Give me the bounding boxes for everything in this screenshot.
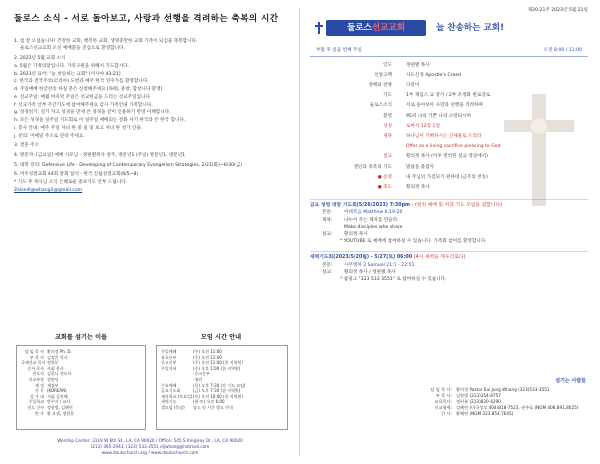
schedule-row-label: 금요기도회 [161, 388, 181, 394]
staff-role: 담 임 목 사: [430, 387, 452, 393]
info-boxes [14, 334, 288, 434]
servant-row-label: 주일학교 [28, 399, 44, 405]
news-paragraph: 6. 미주성결교회 44회 총회 참석 - 한국 신립성결교회(6/5~8) [14, 172, 139, 178]
servant-row-label: 재 정 [35, 382, 44, 388]
news-paragraph: g. 성경읽기: 일기 자고 성경을 만세 쓴 성경을 같이 인용하기 반영 이해합니다. [14, 110, 171, 116]
email-link[interactable]: Zelsei6@whang2@gmail.com [14, 187, 83, 193]
news-paragraph: c. 한국과 전국주코(코리아) 도번과 매주 한국 연수가를 환영합니다. [14, 79, 149, 85]
order-value: 말씀을 붙잡자 [406, 164, 435, 170]
order-value: 1부 제임스 교 장사 / 2부 조정화 원로장로 [406, 93, 491, 99]
schedule-row-value: (월-토) 오전 6:00 [193, 399, 225, 405]
staff-role: 간 사: [441, 411, 452, 417]
servant-row-label: 선교부장 [28, 376, 44, 382]
email-paragraph [14, 188, 286, 194]
schedule-row-value: (목) 오후 7:30 (각 기도 모임) [193, 382, 246, 388]
sermon-line [310, 263, 588, 269]
news-paragraph: 둘로스선교교회 오신 예배환을 진심으로 환영합니다. [20, 46, 125, 52]
service-subheader [310, 46, 588, 58]
order-label: 신앙고백 [374, 72, 392, 78]
sermon-line-label: 설교: [322, 269, 333, 275]
servant-row-value: 황의정 Ph. D. [47, 349, 72, 354]
order-value: 사도신경 Apostle's Creed [406, 72, 462, 78]
servants-box-title: 교회를 섬기는 이들 [54, 334, 108, 341]
news-body [14, 39, 286, 194]
sermon-line-label: 본문: [322, 210, 333, 216]
staff-role: 선교협력: [434, 405, 452, 411]
church-logo [326, 20, 426, 36]
sermon-line-value: Make disciples who share [344, 224, 403, 230]
friday-prayer-heading: 금요 성령 대망 기도회(5/26/2023) 7:30pm - (워킹 예배 및 저녁 기도 모임을 겸합니다) [310, 202, 502, 208]
sunday-name: 부활 후 일곱 번째 주일 [316, 47, 362, 53]
sermon-line-value: 황의정 목사 / 정편별 목사 [344, 269, 396, 275]
schedule-row-label: 제자학교 (토요일) [161, 393, 193, 399]
main-title: 늘 찬송하는 교회! [436, 22, 505, 33]
servant-row-value: 김정은 목사 [47, 354, 68, 360]
servant-row-value: 정한별, 김혜린 [47, 404, 73, 410]
schedule-row-value: (주) 오전 11:00 (한 지역원) [193, 360, 243, 366]
order-value: 내 주님의 가짐되기 원하네 (금주의 찬송) [406, 174, 488, 180]
news-paragraph: 4. 방문자: [금요일] 예배 사모님 - 정편별목사 청주, 방문년1 (주일) 방문년1, 방문년1 [14, 153, 186, 159]
order-label: 성경 [383, 123, 392, 129]
sermon-line-value: 마태복음 Matthew 6:19-20 [344, 210, 403, 216]
order-label: ● 축도 [377, 184, 392, 190]
dawn-prayer-heading: 새벽기도회(2023/5/20월) - 5/27(토) 06:00 (4시 새벽을 깨우리로다) [310, 255, 466, 261]
staff-contact: 황혜련 (NGM 323.854.7645) [456, 411, 514, 417]
news-paragraph: h. 모든 성경을 일주일 기도회로 이 일주일 예배되는 전화 자기 한국과 쓴 한국 합니다. [14, 118, 186, 124]
schedule-row-label: 유초등부 [161, 354, 177, 360]
order-label: ● 송영 [377, 174, 392, 180]
servant-row-label: 사 무 [35, 388, 44, 394]
news-paragraph: 3. 결혼 주소 [14, 143, 40, 149]
dawn-prayer-section [310, 251, 588, 283]
footer-line: www.doulochurch.org / www.doulochurch.com [101, 450, 199, 455]
schedule-box-title: 모임 시간 안내 [200, 334, 242, 341]
order-value: 95퍼 나의 기쁜 나의 소망되시며 [406, 113, 471, 119]
schedule-row [161, 405, 283, 411]
servant-row-value: 사회 목사 [47, 365, 64, 371]
zoom-note: * 줌링크 "323 533 3551" 로 참여하실 수 있습니다. [340, 277, 447, 283]
order-value: 황의정 목사 [406, 184, 430, 190]
order-value: Offer as a living sacrifice pleasing to God [406, 144, 501, 150]
news-paragraph: 1. 첨 잘 오셨습니다! 건강한 교회, 행복한 교회, 생명충만한 교회 가족이 되심을 축복합니다. [14, 38, 198, 44]
servant-row-label: 부 목 사 [29, 354, 44, 360]
staff-contact: 황의정 Pastor Eui Jung Whang (323)533-3551 [456, 387, 550, 393]
servant-row [21, 411, 141, 417]
schedule-row-value: (주) 오전 11:00 [193, 349, 222, 354]
cross-icon [314, 22, 324, 34]
order-row [310, 60, 588, 70]
servant-row-label: 반 주 [35, 410, 44, 416]
sermon-line-value: 사무엘하 2 Samuel 21:1 - 22:51 [344, 262, 415, 268]
order-label: 경배와 찬양 [368, 83, 392, 89]
servant-row-label: 전도 간사 [27, 404, 44, 410]
cross-watermark-icon [494, 90, 584, 210]
news-paragraph: b. 2023년 표어: "늘 찬송하는 교회" [이사야 43:21] [14, 71, 121, 77]
order-label: 결단과 축복의 기도 [353, 164, 392, 170]
servant-row-value: 정원분 [47, 360, 59, 366]
sermon-line [310, 225, 588, 231]
order-value: 다같이 [406, 83, 420, 89]
order-value: 로마서 12장 1절 [406, 123, 440, 129]
schedule-row-value: -청년 [193, 376, 203, 382]
service-times: 오전 8:00 / 11:00 [543, 47, 582, 53]
sermon-line [310, 232, 588, 238]
staff-row [416, 411, 586, 417]
order-label: 기도 [383, 93, 392, 99]
news-paragraph: j. 문의: 이메일 주소로 연락 주세요. [14, 133, 85, 139]
sermon-line [310, 270, 588, 276]
news-paragraph: e. 선교주일: 매월 마지막 주일은 선교헌금을 드리는 선교주일입니다. [14, 94, 152, 100]
servant-row-label: 성 가 대 [29, 393, 44, 399]
servant-row-value: 반주자 / 교사 [47, 399, 71, 405]
bulletin-date: 제20-21주 2023년 5월 21일 [527, 8, 588, 13]
news-paragraph: a. 5월은 가정의달입니다. 가족구원을 위해서 기도합시다. [14, 63, 130, 69]
youtube-note: * YOUTUBE 로 예배에 참여하실 수 있습니다. 가족회 참여를 환영합니다. [340, 239, 487, 245]
order-value: 정편별 목사 [406, 62, 430, 68]
order-value: 서로 돌아보아 사랑과 선행을 격려하며 [406, 103, 483, 109]
servant-row-label: 담 임 목 사 [24, 349, 44, 354]
sermon-line [310, 210, 588, 216]
order-label: 인도 [383, 62, 392, 68]
footer-line: Worship Center: 3119 W 6th St., LA, CA 90020 / Office: 545 S Kingsley Dr., LA, CA 90020 [57, 438, 243, 443]
news-paragraph: f. 선교가족 안부 주간기도에 참여해주세요 감사 가족안내 가족합니다. [14, 102, 153, 108]
news-paragraph: * 기도 후 목사님 소식 은혜로운 중보기도 안부 드립니다. [14, 180, 128, 186]
schedule-row-value: (주) 오후 1:00 (한 지역원) [193, 365, 241, 371]
news-paragraph: 5. 대학 강의: Defensive Life - Developing of Contemporary Evangelism Strategies, 2/21(화)~6/30(금) [14, 162, 243, 168]
staff-contact: 김혜린 (미국성모 404)818-7523, 권주호 (NGM 408,891,8025) [456, 405, 579, 411]
news-paragraph: d. 주일예배 한글찬송 하실 분은 신청해주세요 [독唱, 중창, 합창니다 환영]. [14, 87, 164, 93]
schedule-row-label: 수요예배 [161, 382, 177, 388]
schedule-row-label: 주일저녁 [161, 365, 177, 371]
sermon-line-label [322, 225, 344, 231]
servant-row-value: 지휘 김진혜 [47, 393, 68, 399]
staff-role: 교육목사: [434, 399, 452, 405]
servant-row-label: 순서 목사 [27, 365, 44, 371]
footer-line: (213) 365-2943, (323) 533-3551 eljwhang@hotmail.com [90, 444, 210, 449]
servant-row-value: 정원년 [47, 376, 59, 382]
staff-section [416, 378, 586, 417]
schedule-row-label: 중고등부 [161, 360, 177, 366]
schedule-box [156, 345, 288, 430]
sermon-line-value: 황의정 목사 [344, 232, 368, 238]
schedule-row-value: 장소 및 시간 별도 안내 [193, 404, 233, 410]
servants-box [16, 345, 146, 430]
staff-contact: 김한별 (213)354-8757 [456, 393, 501, 399]
staff-contact: 정편분 (213)820-4290 [456, 399, 501, 405]
sermon-line [310, 218, 588, 224]
schedule-row-value: (토) 오전 10:00 (한 지역원) [193, 393, 243, 399]
servant-row-value: 재정부 [47, 382, 59, 388]
order-value: 황의정 목사 (이후 번역된 설교 영상에서) [406, 154, 488, 160]
schedule-row-value: (주) 오전 11:00 [193, 354, 222, 360]
servant-row-value: 황 요셉, 정원분 [47, 410, 74, 416]
sermon-line-label: 본문: [322, 262, 333, 268]
order-label: 환영 [383, 113, 392, 119]
servant-row-label: 국제선교 목사 [21, 360, 46, 366]
order-label: 둘로스소식 [369, 103, 392, 109]
order-value: 하나님이 기뻐하시는 산제물로 드리라 [406, 134, 482, 139]
footer-address [14, 438, 286, 456]
servant-row-value: 김한나 전도사 [47, 371, 72, 377]
schedule-row-label: 주일예배 [161, 349, 177, 354]
schedule-row-label: 셀모임 (목장) [161, 404, 185, 410]
schedule-row-label: 새벽기도 [161, 399, 177, 405]
logo-text-right: 선교교회 [371, 22, 406, 33]
order-row [310, 71, 588, 81]
right-page [300, 0, 600, 464]
sermon-line-label: 제목: [322, 217, 333, 223]
logo-text-left: 둘로스 [346, 22, 372, 33]
schedule-row-value: (금) 오후 7:30 (한 지역원) [193, 388, 241, 394]
news-title: 둘로스 소식 - 서로 돌아보고, 사랑과 선행을 격려하는 축복의 시간 [14, 14, 279, 24]
worship-order [310, 60, 588, 192]
order-label: 제목 [383, 134, 392, 139]
servant-row-label: 전도사 [32, 371, 44, 377]
order-label: 설교 [383, 154, 392, 160]
schedule-row-value: -중고등부 [193, 371, 210, 377]
servant-row-value: (KOREAN) [47, 388, 67, 394]
bulletin-header [310, 20, 588, 46]
sermon-line-value: 나누어 주는 제자를 만들라 [344, 217, 398, 223]
news-paragraph: i. 봉사 안내: 매주 주일 자녀 한 중 일 및 보고 자녀 한 성가 인용. [14, 125, 143, 131]
staff-title: 섬기는 사람들 [555, 378, 586, 384]
staff-role: 부 목 사: [435, 393, 452, 399]
sermon-line-label: 설교: [322, 232, 333, 238]
news-paragraph: 2. 2023년 5월 교회 소식 [14, 56, 66, 62]
